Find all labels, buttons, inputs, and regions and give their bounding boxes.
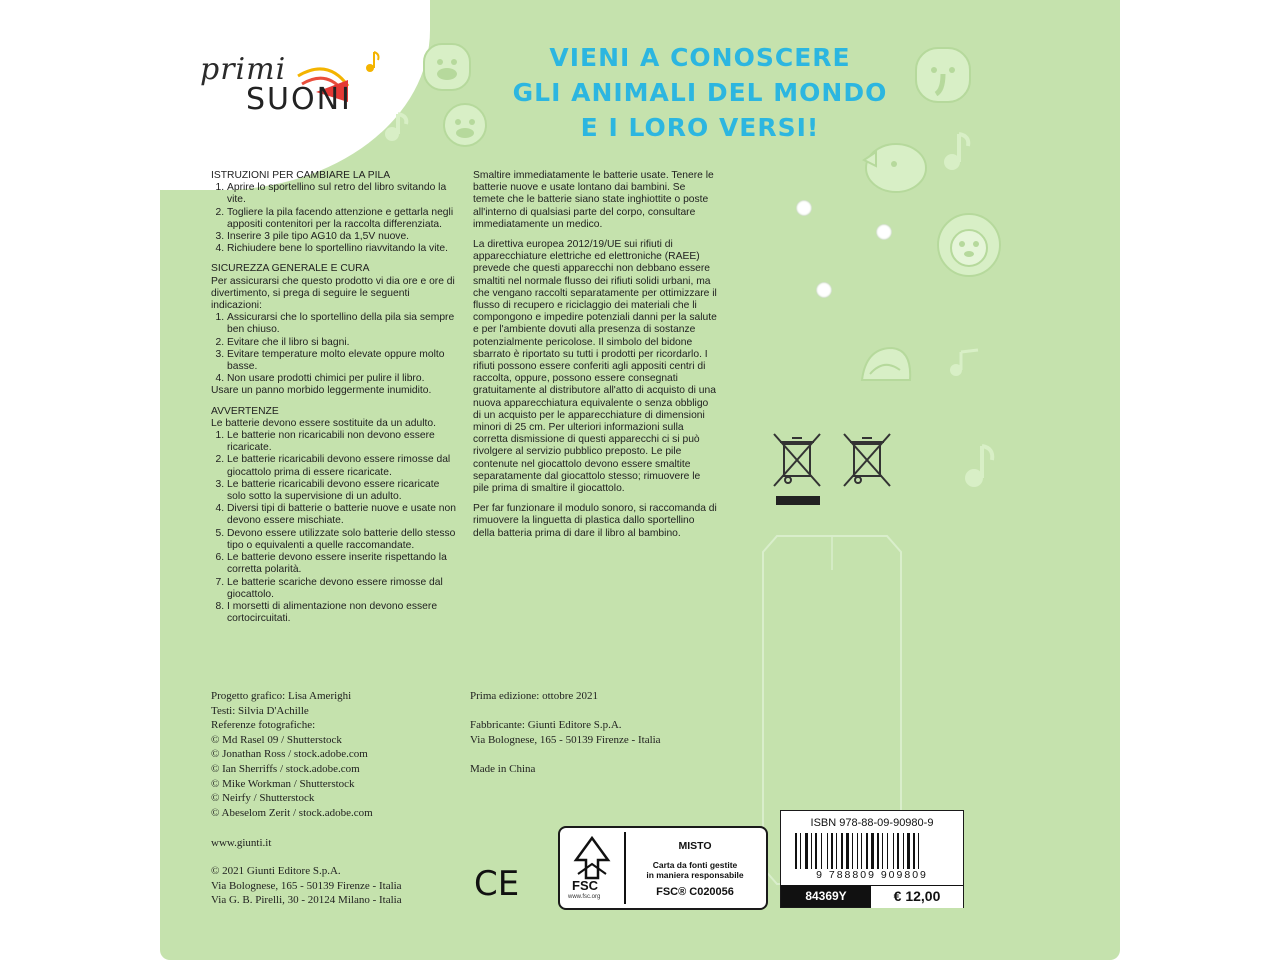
- barcode-bar: [805, 833, 808, 869]
- logo-suoni: SUONI: [246, 82, 352, 117]
- barcode-bar: [882, 833, 883, 869]
- fsc-divider: [624, 832, 626, 904]
- barcode-bar: [871, 833, 874, 869]
- barcode-bar: [887, 833, 888, 869]
- manufacturer-line: Via Bolognese, 165 - 50139 Firenze - Italia: [470, 733, 661, 746]
- warnings-intro: Le batterie devono essere sostituite da un adulto.: [211, 417, 436, 429]
- barcode-bar: [893, 833, 894, 869]
- headline-line-3: E I LORO VERSI!: [580, 113, 820, 142]
- fsc-site: www.fsc.org: [568, 894, 601, 900]
- barcode-bar: [861, 833, 862, 869]
- fsc-description: [630, 860, 760, 880]
- list-item: 3. Inserire 3 pile tipo AG10 da 1,5V nuove.: [227, 231, 459, 243]
- barcode-bar: [866, 833, 868, 869]
- barcode-bar: [827, 833, 828, 869]
- website: www.giunti.it: [211, 837, 272, 849]
- fsc-label: [558, 826, 768, 910]
- barcode-bar: [800, 833, 801, 869]
- disposal-paragraph-2: La direttiva europea 2012/19/UE sui rifiuti di apparecchiature elettriche ed elettroniche (RAEE) prevede che questi apparecchi non debbano essere smaltiti nel normale flusso dei rifiuti solidi urbani, ma che vengano raccolti separatamente per ottimizzare il flusso di recupero e riciclaggio dei materiali che li compongono e impedire potenziali danni per la salute e per l'ambiente dovuti alla presenza di sostanze potenzialmente pericolose. Il simbolo del bidone sbarrato è riportato su tutti i prodotti per ricordarlo. I rifiuti possono essere conferiti agli appositi centri di raccolta, oppure, possono essere consegnati gratuitamente al distributore all'atto di acquisto di una nuova apparecchiatura equivalente o senza obbligo di un acquisto per le apparecchiature di dimensioni minori di 25 cm. Per ulteriori informazioni sulla corretta dismissione di questi apparecchi ci si può rivolgere al servizio pubblico preposto. Le pile contenute nel giocattolo devono essere smaltite separatamente dal giocattolo stesso; rimuovere le pile prima di smaltire il giocattolo.: [473, 239, 717, 495]
- instructions-column: [211, 170, 459, 625]
- barcode-bar: [815, 833, 817, 869]
- list-item: 2. Togliere la pila facendo attenzione e gettarla negli appositi contenitori per la raccolta differenziata.: [227, 207, 459, 231]
- monkey-icon: [440, 100, 490, 150]
- credit-line: © Ian Sherriffs / stock.adobe.com: [211, 762, 360, 775]
- barcode-bar: [907, 833, 910, 869]
- crossed-bin-icon: [770, 430, 826, 510]
- headline: [480, 40, 920, 145]
- warnings-list: [211, 430, 459, 625]
- battery-change-list: [211, 182, 459, 255]
- credit-line: © Mike Workman / Shutterstock: [211, 777, 355, 790]
- copyright: [211, 864, 402, 908]
- credit-line: © Neirfy / Shutterstock: [211, 792, 315, 805]
- credit-line: Referenze fotografiche:: [211, 719, 316, 732]
- made-in: Made in China: [470, 763, 536, 775]
- barcode-icon: [795, 833, 951, 869]
- ce-mark: CE: [474, 864, 520, 904]
- headline-line-1: VIENI A CONOSCERE: [549, 43, 851, 72]
- fsc-title: MISTO: [678, 840, 712, 852]
- list-item: 8. I morsetti di alimentazione non devono essere cortocircuitati.: [227, 601, 459, 625]
- isbn-barcode-box: [780, 810, 964, 908]
- barcode-bar: [821, 833, 822, 869]
- headline-line-2: GLI ANIMALI DEL MONDO: [512, 78, 888, 107]
- barcode-bar: [852, 833, 853, 869]
- fsc-desc-line: in maniera responsabile: [646, 870, 744, 880]
- barcode-bar: [913, 833, 915, 869]
- speaker-hole: [876, 224, 892, 240]
- barcode-bar: [918, 833, 919, 869]
- price: € 12,00: [871, 885, 963, 908]
- barcode-bar: [811, 833, 812, 869]
- barcode-bar: [877, 833, 879, 869]
- copyright-line: Via Bolognese, 165 - 50139 Firenze - Italia: [211, 879, 402, 892]
- primi-suoni-logo: [198, 46, 398, 116]
- credit-line: © Abeselom Zerit / stock.adobe.com: [211, 806, 373, 819]
- rhino-icon: [858, 136, 928, 196]
- crossed-bin-icon-2: [840, 430, 896, 492]
- list-item: 2. Evitare che il libro si bagni.: [227, 337, 459, 349]
- credit-line: Testi: Silvia D'Achille: [211, 704, 309, 717]
- disposal-paragraph-1: Smaltire immediatamente le batterie usate. Tenere le batterie nuove e usate lontano dai bambini. Se temete che le batterie siano state inghiottite o poste all'interno di qualsiasi parte del corpo, consultare immediatamente un medico.: [473, 170, 714, 230]
- fsc-logo-text: FSC: [572, 878, 598, 893]
- disposal-column: [473, 170, 719, 540]
- manufacturer: [470, 718, 661, 747]
- first-edition: Prima edizione: ottobre 2021: [470, 690, 598, 702]
- music-note-icon-2: [942, 128, 976, 174]
- list-item: 5. Devono essere utilizzate solo batterie dello stesso tipo o equivalenti a quelle raccomandate.: [227, 528, 459, 552]
- credit-line: Progetto grafico: Lisa Amerighi: [211, 690, 352, 702]
- seal-icon: [420, 40, 474, 94]
- barcode-bar: [903, 833, 904, 869]
- list-item: 1. Le batterie non ricaricabili non devono essere ricaricate.: [227, 430, 459, 454]
- elephant-icon: [912, 44, 974, 106]
- warnings-title: AVVERTENZE: [211, 405, 279, 417]
- music-note-icon: [382, 110, 416, 144]
- isbn-digits: 9 788809 909809: [816, 869, 928, 881]
- safety-title: SICUREZZA GENERALE E CURA: [211, 263, 370, 275]
- safety-intro: Per assicurarsi che questo prodotto vi dia ore e ore di divertimento, si prega di seguire le seguenti indicazioni:: [211, 275, 455, 312]
- credits: [211, 689, 373, 820]
- list-item: 1. Aprire lo sportellino sul retro del libro svitando la vite.: [227, 182, 459, 206]
- fsc-code: FSC® C020056: [656, 886, 734, 898]
- barcode-bar: [841, 833, 843, 869]
- list-item: 1. Assicurarsi che lo sportellino della pila sia sempre ben chiuso.: [227, 312, 459, 336]
- credit-line: © Jonathan Ross / stock.adobe.com: [211, 748, 368, 761]
- fsc-desc-line: Carta da fonti gestite: [652, 860, 738, 870]
- list-item: 3. Evitare temperature molto elevate oppure molto basse.: [227, 349, 459, 373]
- barcode-bar: [857, 833, 858, 869]
- music-note-icon-3: [946, 346, 986, 380]
- speaker-hole: [816, 282, 832, 298]
- manufacturer-line: Fabbricante: Giunti Editore S.p.A.: [470, 719, 622, 731]
- list-item: 7. Le batterie scariche devono essere rimosse dal giocattolo.: [227, 577, 459, 601]
- list-item: 4. Non usare prodotti chimici per pulire il libro.: [227, 373, 459, 385]
- disposal-paragraph-3: Per far funzionare il modulo sonoro, si raccomanda di rimuovere la linguetta di plastica dallo sportellino della batteria prima di dare il libro al bambino.: [473, 503, 717, 539]
- isbn-code: 84369Y: [781, 885, 871, 907]
- copyright-line: Via G. B. Pirelli, 30 - 20124 Milano - Italia: [211, 894, 402, 907]
- speaker-hole: [796, 200, 812, 216]
- lion-icon: [934, 210, 1004, 280]
- list-item: 4. Diversi tipi di batterie o batterie nuove e usate non devono essere mischiate.: [227, 503, 459, 527]
- safety-outro: Usare un panno morbido leggermente inumidito.: [211, 385, 432, 397]
- list-item: 6. Le batterie devono essere inserite rispettando la corretta polarità.: [227, 552, 459, 576]
- fsc-tree-icon: [568, 834, 616, 882]
- barcode-bar: [836, 833, 837, 869]
- logo-primi: primi: [200, 52, 287, 87]
- music-note-icon-4: [962, 440, 998, 492]
- list-item: 3. Le batterie ricaricabili devono essere ricaricate solo sotto la supervisione di un adulto.: [227, 479, 459, 503]
- barcode-bar: [831, 833, 833, 869]
- list-item: 2. Le batterie ricaricabili devono essere rimosse dal giocattolo prima di essere ricaricate.: [227, 454, 459, 478]
- barcode-bar: [795, 833, 797, 869]
- credit-line: © Md Rasel 09 / Shutterstock: [211, 733, 342, 746]
- tortoise-icon: [856, 340, 916, 390]
- barcode-bar: [897, 833, 899, 869]
- copyright-line: © 2021 Giunti Editore S.p.A.: [211, 865, 341, 877]
- safety-list: [211, 312, 459, 385]
- list-item: 4. Richiudere bene lo sportellino riavvitando la vite.: [227, 243, 459, 255]
- barcode-bar: [846, 833, 849, 869]
- isbn-label: ISBN 978-88-09-90980-9: [810, 817, 934, 829]
- battery-change-title: ISTRUZIONI PER CAMBIARE LA PILA: [211, 170, 391, 181]
